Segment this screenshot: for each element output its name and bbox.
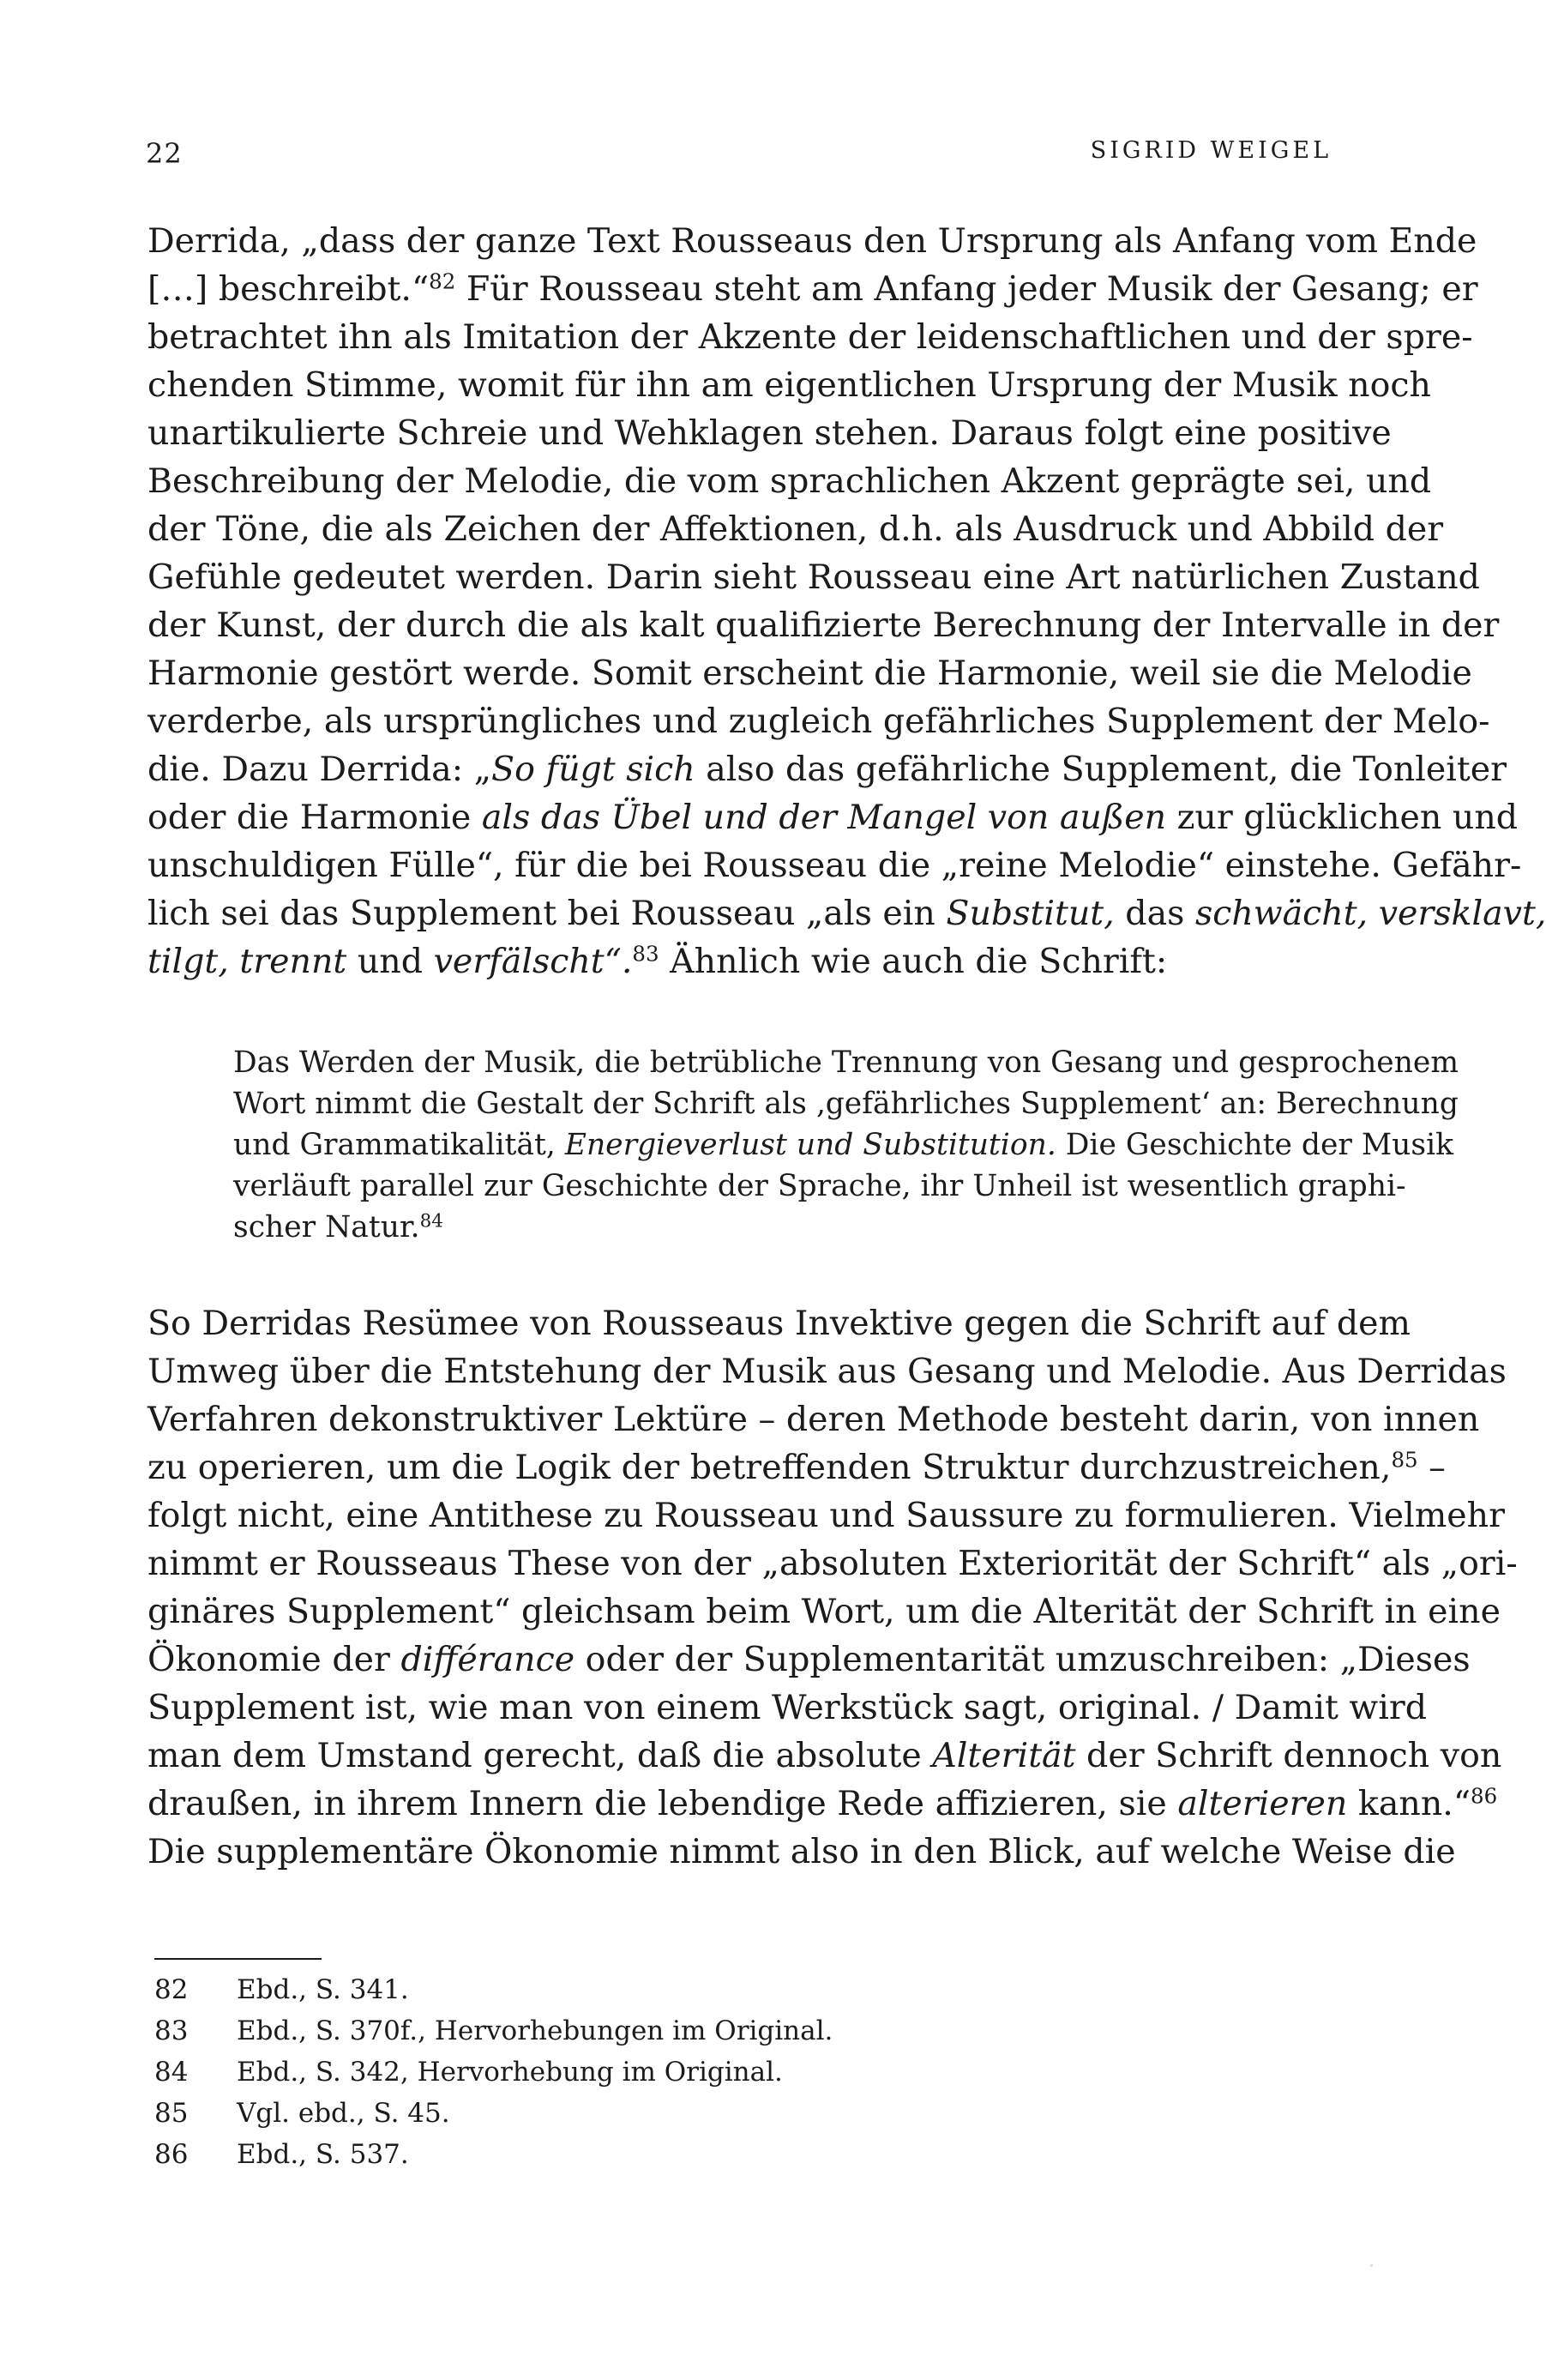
footnote-number: 85 xyxy=(154,2098,189,2129)
text-line: ginäres Supplement“ gleichsam beim Wort, um die Alterität der Schrift in eine xyxy=(147,1592,1501,1631)
page-number: 22 xyxy=(146,137,183,170)
emphasis: alterieren xyxy=(1177,1784,1348,1823)
text-line: unartikulierte Schreie und Wehklagen stehen. Daraus folgt eine positive xyxy=(147,413,1392,453)
text-line: Gefühle gedeutet werden. Darin sieht Rousseau eine Art natürlichen Zustand xyxy=(147,557,1480,597)
footnote-text: Ebd., S. 370f., Hervorhebungen im Original. xyxy=(237,2015,833,2046)
text-line: unschuldigen Fülle“, für die bei Rousseau die „reine Melodie“ einstehe. Gefähr- xyxy=(147,846,1522,885)
emphasis: So fügt sich xyxy=(491,750,695,789)
text-line: folgt nicht, eine Antithese zu Rousseau und Saussure zu formulieren. Vielmehr xyxy=(147,1496,1505,1535)
quote-line: scher Natur.$^{84}$ xyxy=(233,1210,443,1244)
footnote-ref: 84 xyxy=(419,1210,443,1232)
emphasis: schwächt, versklavt, xyxy=(1194,894,1546,933)
text-line: betrachtet ihn als Imitation der Akzente der leidenschaftlichen und der spre- xyxy=(147,317,1473,357)
emphasis: Alterität xyxy=(932,1736,1076,1775)
footnote xyxy=(154,2100,1012,2127)
footnote-text: Ebd., S. 341. xyxy=(237,1974,409,2005)
quote-line: Wort nimmt die Gestalt der Schrift als ‚gefährliches Supplement‘ an: Berechnung xyxy=(233,1087,1459,1121)
text-line: tilgt, trennt und verfälscht“.$^{83}$ Ähnlich wie auch die Schrift: xyxy=(147,941,1168,981)
footnote-number: 84 xyxy=(154,2057,189,2088)
text-line: Ökonomie der différance oder der Supplementarität umzuschreiben: „Dieses xyxy=(147,1640,1471,1679)
footnote-ref: 83 xyxy=(632,941,659,967)
quote-line: und Grammatikalität, Energieverlust und Substitution. Die Geschichte der Musik xyxy=(233,1128,1454,1162)
emphasis: Substitut, xyxy=(946,894,1115,933)
footnote-text: Ebd., S. 537. xyxy=(237,2139,409,2170)
text-line: Supplement ist, wie man von einem Werkstück sagt, original. / Damit wird xyxy=(147,1688,1427,1727)
text-line: Die supplementäre Ökonomie nimmt also in den Blick, auf welche Weise die xyxy=(147,1832,1456,1871)
text-line: Derrida, „dass der ganze Text Rousseaus den Ursprung als Anfang vom Ende xyxy=(147,221,1477,261)
text-line: der Töne, die als Zeichen der Affektionen, d.h. als Ausdruck und Abbild der xyxy=(147,509,1444,549)
text-line: oder die Harmonie als das Übel und der Mangel von außen zur glücklichen und xyxy=(147,798,1519,837)
text-line: Umweg über die Entstehung der Musik aus Gesang und Melodie. Aus Derridas xyxy=(147,1352,1507,1391)
running-header-author: SIGRID WEIGEL xyxy=(1090,137,1332,164)
quote-line: verläuft parallel zur Geschichte der Sprache, ihr Unheil ist wesentlich graphi- xyxy=(233,1169,1406,1203)
text-line: die. Dazu Derrida: „So fügt sich also das gefährliche Supplement, die Tonleiter xyxy=(147,750,1507,789)
text-line: Beschreibung der Melodie, die vom sprachlichen Akzent geprägte sei, und xyxy=(147,461,1432,501)
text-line: lich sei das Supplement bei Rousseau „als ein Substitut, das schwächt, versklavt, xyxy=(147,894,1546,933)
footnote xyxy=(154,2015,1012,2046)
footnote xyxy=(154,2059,1012,2086)
text-line: […] beschreibt.“$^{82}$ Für Rousseau steht am Anfang jeder Musik der Gesang; er xyxy=(147,268,1478,309)
text-line: der Kunst, der durch die als kalt qualifizierte Berechnung der Intervalle in der xyxy=(147,606,1500,645)
footnote-ref: 85 xyxy=(1391,1447,1418,1473)
text-line: man dem Umstand gerecht, daß die absolute Alterität der Schrift dennoch von xyxy=(147,1736,1502,1775)
footnote-text: Vgl. ebd., S. 45. xyxy=(237,2098,450,2129)
text-line: nimmt er Rousseaus These von der „absoluten Exteriorität der Schrift“ als „ori- xyxy=(147,1544,1518,1583)
emphasis: als das Übel und der Mangel von außen xyxy=(481,798,1167,837)
footnote-text: Ebd., S. 342, Hervorhebung im Original. xyxy=(237,2057,783,2088)
emphasis: Energieverlust und Substitution. xyxy=(564,1128,1056,1162)
quote-line: Das Werden der Musik, die betrübliche Trennung von Gesang und gesprochenem xyxy=(233,1045,1459,1080)
text-line: Harmonie gestört werde. Somit erscheint die Harmonie, weil sie die Melodie xyxy=(147,654,1472,693)
text-line: chenden Stimme, womit für ihn am eigentlichen Ursprung der Musik noch xyxy=(147,365,1431,405)
text-line: draußen, in ihrem Innern die lebendige Rede affizieren, sie alterieren kann.“$^{86}$ xyxy=(147,1783,1498,1823)
footnote-number: 82 xyxy=(154,1974,189,2005)
text-line: verderbe, als ursprüngliches und zugleich gefährliches Supplement der Melo- xyxy=(147,702,1490,741)
scan-speck xyxy=(1370,2264,1373,2267)
text-line: zu operieren, um die Logik der betreffenden Struktur durchzustreichen,$^{85}$ – xyxy=(147,1447,1446,1487)
footnote xyxy=(154,1974,1012,2005)
emphasis: tilgt, trennt xyxy=(147,942,347,981)
footnote-ref: 82 xyxy=(429,268,456,294)
footnote-number: 86 xyxy=(154,2139,189,2170)
text-line: Verfahren dekonstruktiver Lektüre – deren Methode besteht darin, von innen xyxy=(147,1400,1480,1439)
footnote-separator xyxy=(154,1958,322,1960)
footnote-number: 83 xyxy=(154,2015,189,2046)
emphasis: différance xyxy=(400,1640,575,1679)
footnote-ref: 86 xyxy=(1471,1783,1498,1809)
footnote xyxy=(154,2139,1012,2170)
emphasis: verfälscht“. xyxy=(433,942,633,981)
text-line: So Derridas Resümee von Rousseaus Invektive gegen die Schrift auf dem xyxy=(147,1304,1411,1343)
